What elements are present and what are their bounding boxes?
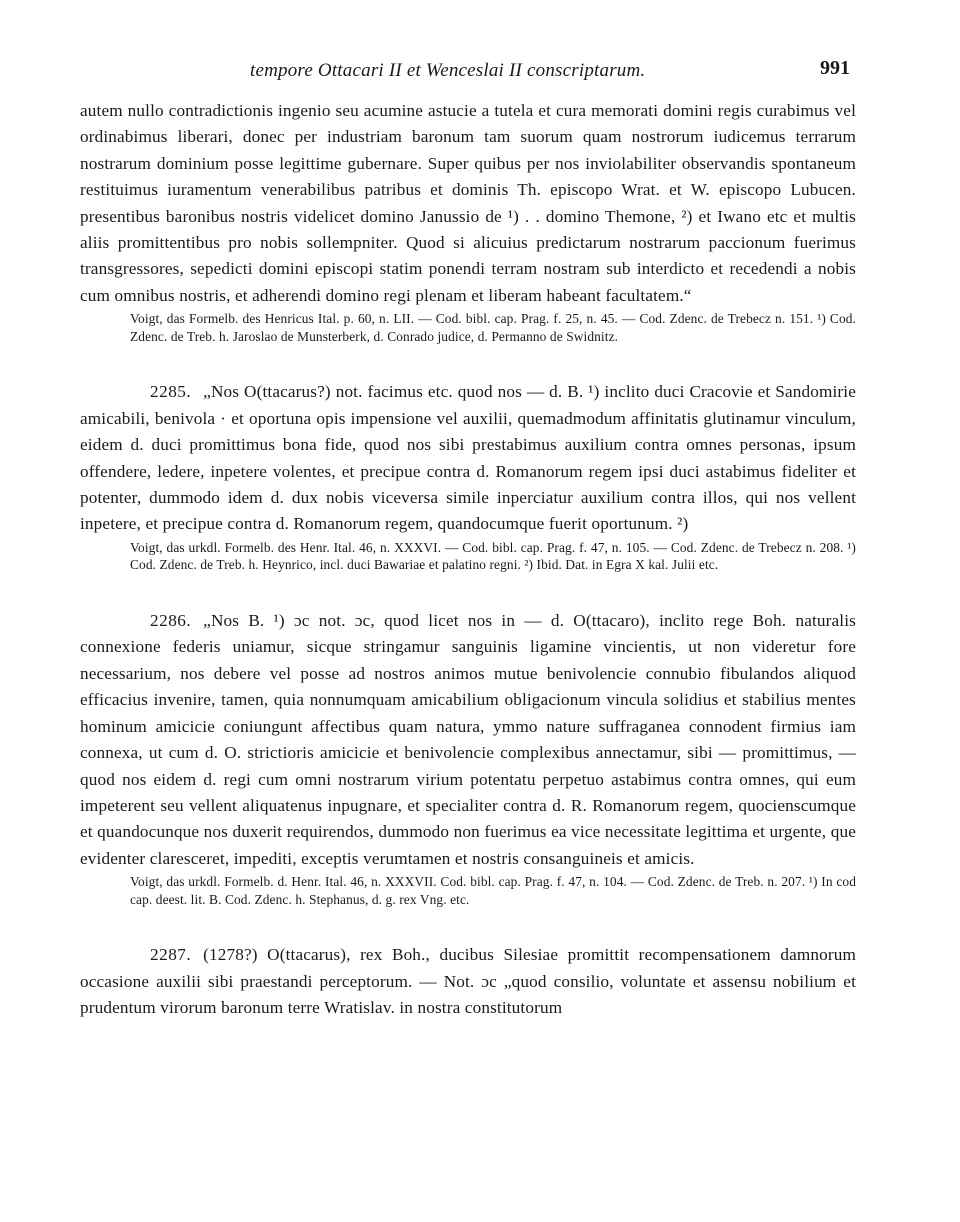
entry-2285 — [80, 379, 856, 574]
running-head — [80, 52, 880, 88]
entry-footnote: Voigt, das urkdl. Formelb. d. Henr. Ital. 46, n. XXXVII. Cod. bibl. cap. Prag. f. 47, n. 104. — Cod. Zdenc. de Treb. n. 207. ¹) In cod cap. deest. lit. B. Cod. Zdenc. h. Stephanus, d. g. rex Vng. etc. — [130, 874, 856, 907]
document-body — [80, 98, 856, 1022]
entry-2287 — [80, 942, 856, 1021]
entry-number: 2287. — [150, 945, 192, 965]
entry-text: (1278?) O(ttacarus), rex Boh., ducibus Silesiae promittit recompensationem damnorum occasione auxilii sibi praestandi perceptorum. — Not. ɔc „quod consilio, voluntate et assensu nobilium et prudentum virorum baronum terre Wratislav. in nostra constitutorum — [80, 945, 856, 1018]
entry-text: autem nullo contradictionis ingenio seu acumine astucie a tutela et cura memorati domini regis curabimus vel ordinabimus liberari, donec per industriam baronum tam suorum quam nostrorum iudicemus terrarum nostrarum dominium posse legittime gubernare. Super quibus per nos inviolabiliter observandis spontaneum restituimus iuramentum venerabilibus patribus et dominis Th. episcopo Wrat. et W. episcopo Lubucen. presentibus baronibus nostris videlicet domino Janussio de ¹) . . domino Themone, ²) et Iwano etc et multis aliis promittentibus pro nobis sollempniter. Quod si alicuius predictarum nostrarum paccionum fuerimus transgressores, sepedicti domini episcopi statim ponendi terram nostram sub interdicto et recedendi a nobis cum omnibus nostris, et adherendi domino regi plenam et liberam habeant facultatem.“ — [80, 101, 856, 305]
entry-continuation — [80, 98, 856, 345]
running-title: tempore Ottacari II et Wenceslai II conscriptarum. — [250, 60, 646, 81]
entry-footnote: Voigt, das urkdl. Formelb. des Henr. Ital. 46, n. XXXVI. — Cod. bibl. cap. Prag. f. 47, n. 105. — Cod. Zdenc. de Trebecz n. 208. ¹) Cod. Zdenc. de Treb. h. Heynrico, incl. duci Bawariae et palatino regni. ²) Ibid. Dat. in Egra X kal. Julii etc. — [130, 539, 856, 573]
page-number: 991 — [820, 57, 850, 79]
entry-2286 — [80, 608, 856, 908]
entry-footnote: Voigt, das Formelb. des Henricus Ital. p. 60, n. LII. — Cod. bibl. cap. Prag. f. 25, n. 45. — Cod. Zdenc. de Trebecz n. 151. ¹) Cod. Zdenc. de Treb. h. Jaroslao de Munsterberk, d. Conrado judice, d. Permanno de Swidnitz. — [130, 311, 856, 344]
entry-number: 2286. — [150, 611, 192, 631]
entry-text: „Nos B. ¹) ɔc not. ɔc, quod licet nos in — d. O(ttacaro), inclito rege Boh. naturalis connexione federis uniamur, sicque stringamur sanguinis ligamine vincientis, ut non videretur fore necessarium, nos debere vel posse ad nostros animos mutue benivolencie connubio fibulandos aliquod efficacius invenire, tamen, quia nonnumquam amicabilium obligacionum vincula solidius et stabilius mentes hominum amicicie coniungunt affectibus quam natura, ymmo nature suffraganea connodent firmius iam connexa, ut cum d. O. strictioris amicicie et benivolencie complexibus annectamur, sibi — promittimus, — quod nos eidem d. regi cum omni nostrarum virium potentatu perpetuo astabimus contra omnes, qui eum impeterent seu vellent aliquatenus inpugnare, et specialiter contra d. R. Romanorum regem, quocienscumque et quandocunque nos duxerit requirendos, dummodo non fuerimus ea vice necessitate legittima et urgente, que evidenter claresceret, impediti, exceptis verumtamen et nostris consanguineis et amicis. — [80, 611, 856, 868]
entry-number: 2285. — [150, 382, 192, 402]
entry-text: „Nos O(ttacarus?) not. facimus etc. quod nos — d. B. ¹) inclito duci Cracovie et Sandomirie amicabili, benivola · et oportuna opis impensione vel auxilii, quemadmodum affinitatis glutinamur vinculum, eidem d. duci promittimus bona fide, quod nos sibi prestabimus auxilium contra omnes personas, ipsum offendere, ledere, inpetere volentes, et precipue contra d. Romanorum regem ipsi duci astabimus fideliter et potenter, dummodo idem d. dux nobis viceversa simile inperciatur auxilium contra illos, qui nos vellent inpetere, et precipue contra d. Romanorum regem, quandocumque fuerit oportunum. ²) — [80, 382, 856, 534]
